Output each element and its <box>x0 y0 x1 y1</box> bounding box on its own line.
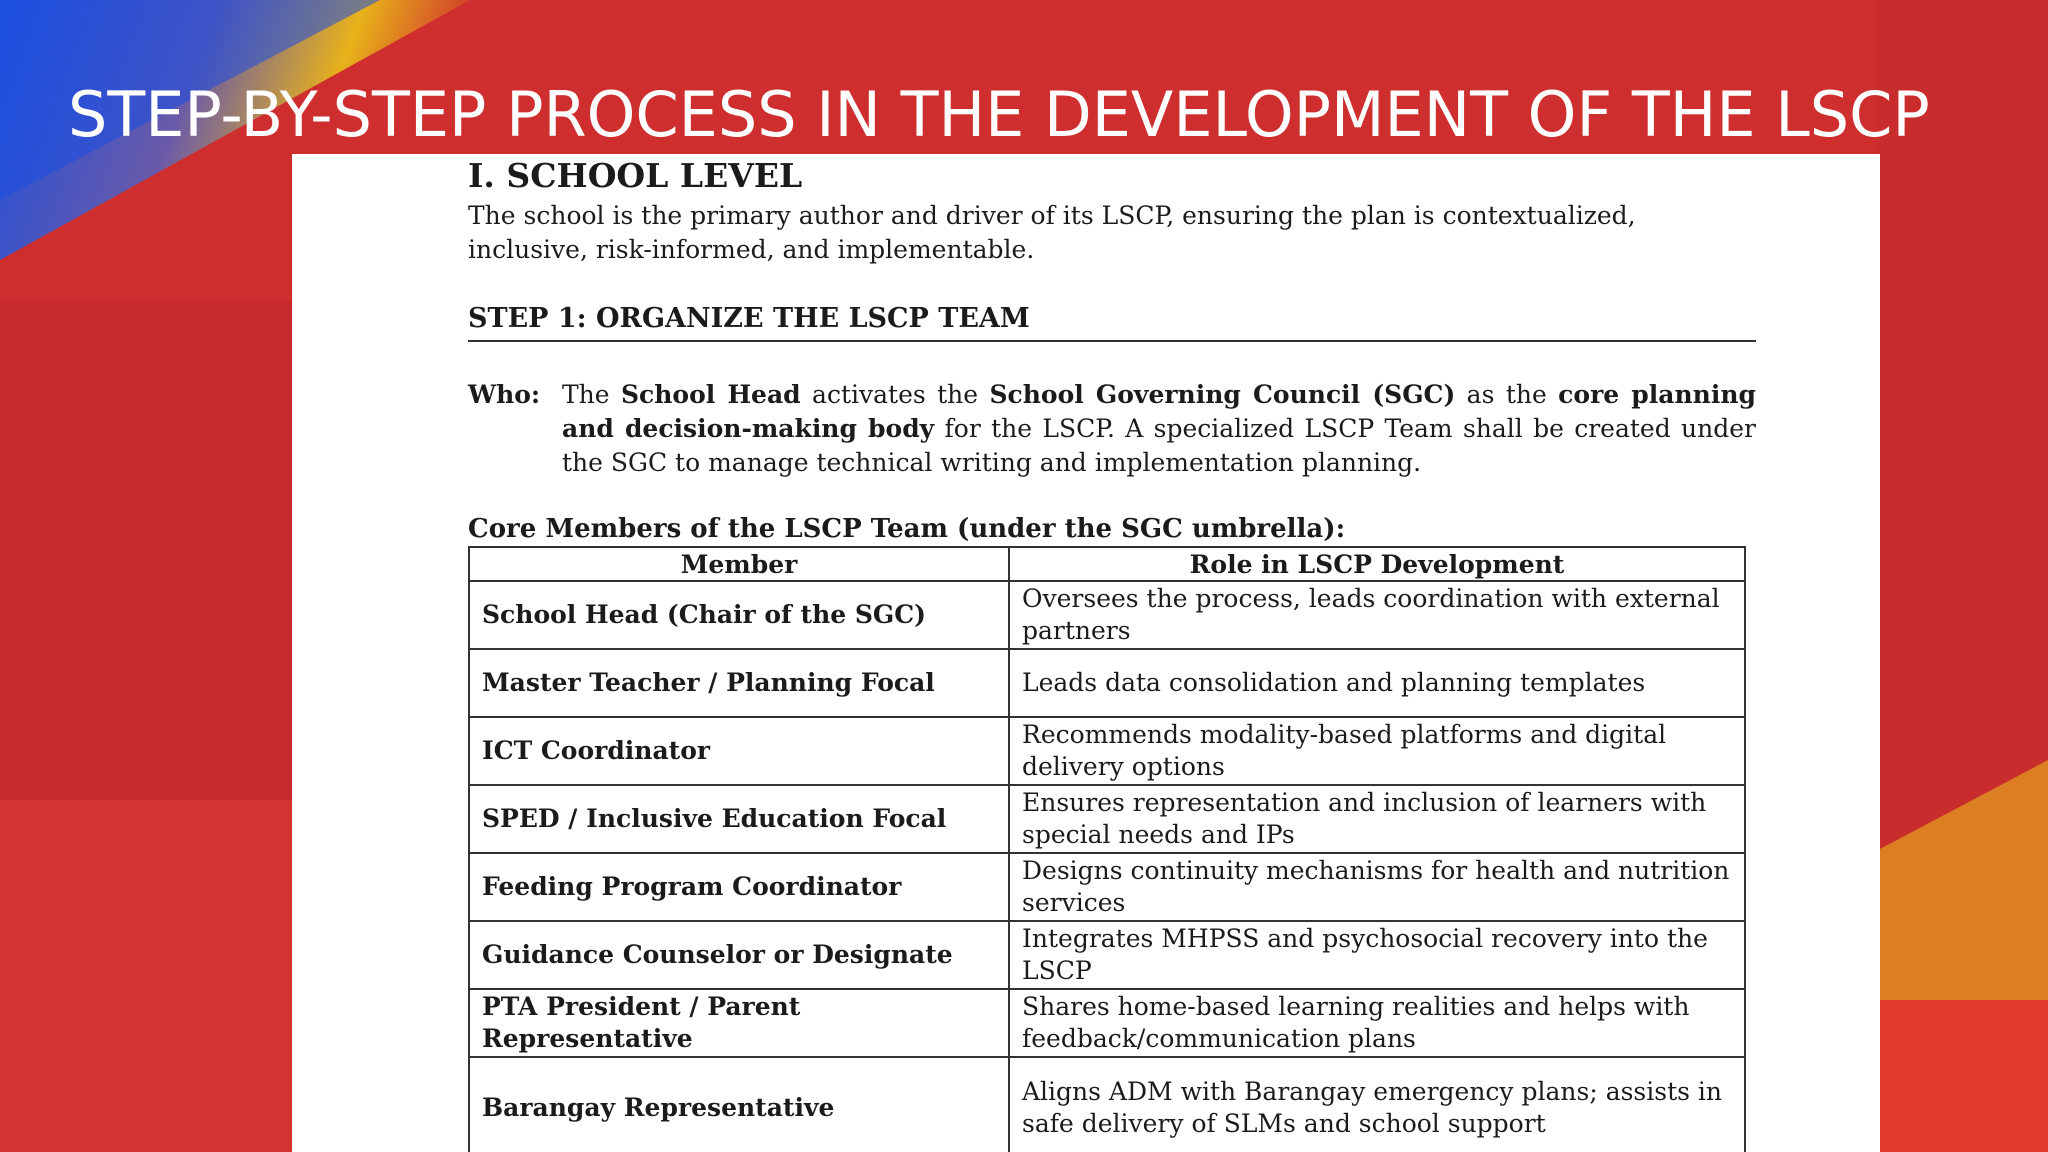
member-cell: Master Teacher / Planning Focal <box>469 649 1009 717</box>
table-row <box>469 649 1745 717</box>
who-label: Who: <box>468 380 541 409</box>
role-cell: Oversees the process, leads coordination with external partners <box>1009 581 1745 649</box>
table-row <box>469 717 1745 785</box>
role-cell: Aligns ADM with Barangay emergency plans; assists in safe delivery of SLMs and school support <box>1009 1057 1745 1152</box>
member-cell: ICT Coordinator <box>469 717 1009 785</box>
who-text <box>562 378 1756 480</box>
member-cell: Feeding Program Coordinator <box>469 853 1009 921</box>
who-text-part: The <box>562 380 621 409</box>
role-cell: Designs continuity mechanisms for health and nutrition services <box>1009 853 1745 921</box>
core-members-heading: Core Members of the LSCP Team (under the SGC umbrella): <box>468 514 1346 544</box>
who-text-part: activates the <box>800 380 990 409</box>
who-text-part: as the <box>1455 380 1559 409</box>
member-cell: School Head (Chair of the SGC) <box>469 581 1009 649</box>
core-members-table <box>468 546 1746 1152</box>
table-header-row <box>469 547 1745 581</box>
document-image <box>292 154 1880 1152</box>
slide-title: STEP-BY-STEP PROCESS IN THE DEVELOPMENT OF THE LSCP <box>68 78 1930 151</box>
background-facet <box>0 800 292 1152</box>
table-row <box>469 921 1745 989</box>
section-title: I. SCHOOL LEVEL <box>468 156 803 195</box>
role-cell: Shares home-based learning realities and helps with feedback/communication plans <box>1009 989 1745 1057</box>
background-facet <box>0 300 300 800</box>
step-title: STEP 1: ORGANIZE THE LSCP TEAM <box>468 303 1756 342</box>
member-cell: PTA President / Parent Representative <box>469 989 1009 1057</box>
table-row <box>469 581 1745 649</box>
intro-paragraph: The school is the primary author and driver of its LSCP, ensuring the plan is contextualized, inclusive, risk-informed, and implementable. <box>468 201 1636 264</box>
header-role: Role in LSCP Development <box>1009 547 1745 581</box>
role-cell: Integrates MHPSS and psychosocial recovery into the LSCP <box>1009 921 1745 989</box>
right-accent-graphic <box>1878 0 2048 1152</box>
table-row <box>469 1057 1745 1152</box>
table-row <box>469 853 1745 921</box>
who-paragraph <box>468 378 1756 480</box>
who-text-bold: core planning and decision-making body <box>562 380 1756 443</box>
member-cell: SPED / Inclusive Education Focal <box>469 785 1009 853</box>
document-content <box>468 154 1756 1152</box>
role-cell: Ensures representation and inclusion of learners with special needs and IPs <box>1009 785 1745 853</box>
who-text-part: for the LSCP. A specialized LSCP Team shall be created under the SGC to manage technical writing and implementation planning. <box>562 414 1756 477</box>
table-row <box>469 785 1745 853</box>
member-cell: Barangay Representative <box>469 1057 1009 1152</box>
role-cell: Recommends modality-based platforms and digital delivery options <box>1009 717 1745 785</box>
header-member: Member <box>469 547 1009 581</box>
who-text-bold: School Head <box>620 380 801 409</box>
role-cell: Leads data consolidation and planning templates <box>1009 649 1745 717</box>
member-cell: Guidance Counselor or Designate <box>469 921 1009 989</box>
who-text-bold: School Governing Council (SGC) <box>989 380 1456 409</box>
table-row <box>469 989 1745 1057</box>
